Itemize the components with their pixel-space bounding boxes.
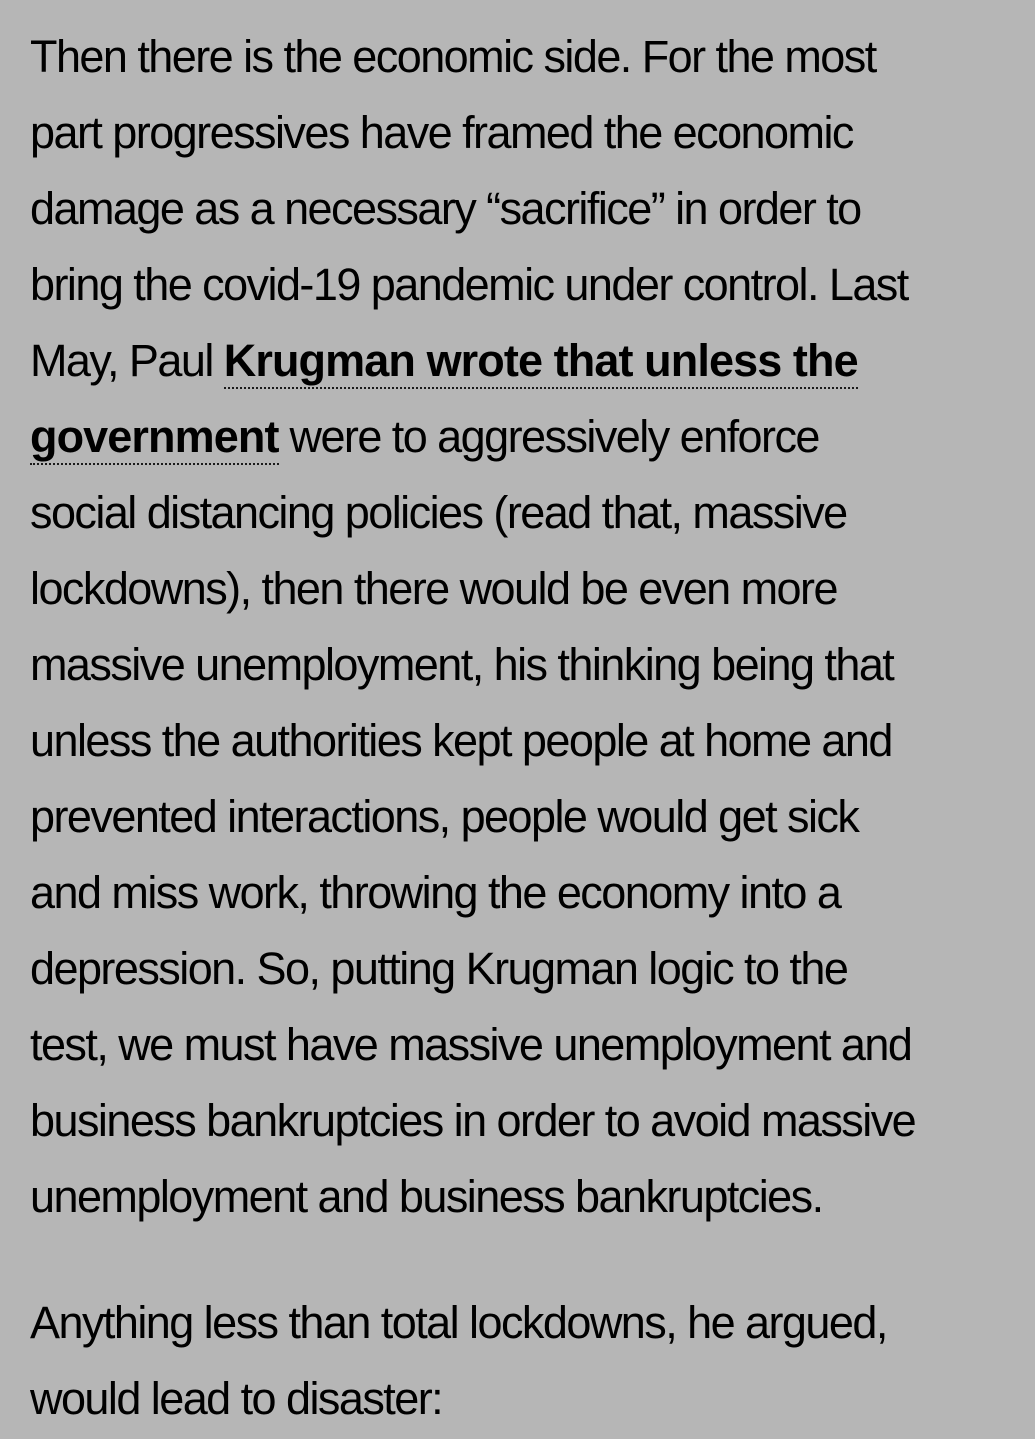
text-line: massive unemployment, his thinking being that: [30, 639, 894, 690]
text-fragment: May, Paul: [30, 335, 224, 386]
text-line: would lead to disaster:: [30, 1373, 443, 1424]
text-fragment: were to aggressively enforce: [278, 411, 819, 462]
text-line: depression. So, putting Krugman logic to the: [30, 943, 848, 994]
text-line: social distancing policies (read that, massive: [30, 487, 847, 538]
paragraph-lockdown-argument: [30, 1285, 1035, 1437]
text-line: damage as a necessary “sacrifice” in order to: [30, 183, 861, 234]
text-line: lockdowns), then there would be even more: [30, 563, 837, 614]
text-line-with-link-end: [30, 399, 1035, 475]
text-line: part progressives have framed the economic: [30, 107, 853, 158]
krugman-article-link-part-1[interactable]: Krugman wrote that unless the: [224, 335, 858, 389]
text-line-with-link-start: [30, 323, 1035, 399]
text-line: bring the covid-19 pandemic under control. Last: [30, 259, 908, 310]
text-line: unless the authorities kept people at home and: [30, 715, 892, 766]
text-line: prevented interactions, people would get sick: [30, 791, 859, 842]
paragraph-economic-side: [30, 19, 1035, 1235]
text-line: Anything less than total lockdowns, he argued,: [30, 1297, 887, 1348]
text-line: unemployment and business bankruptcies.: [30, 1171, 823, 1222]
text-line: Then there is the economic side. For the most: [30, 31, 876, 82]
text-line: and miss work, throwing the economy into a: [30, 867, 841, 918]
krugman-article-link-part-2[interactable]: government: [30, 411, 279, 465]
text-line: test, we must have massive unemployment and: [30, 1019, 912, 1070]
text-line: business bankruptcies in order to avoid massive: [30, 1095, 916, 1146]
